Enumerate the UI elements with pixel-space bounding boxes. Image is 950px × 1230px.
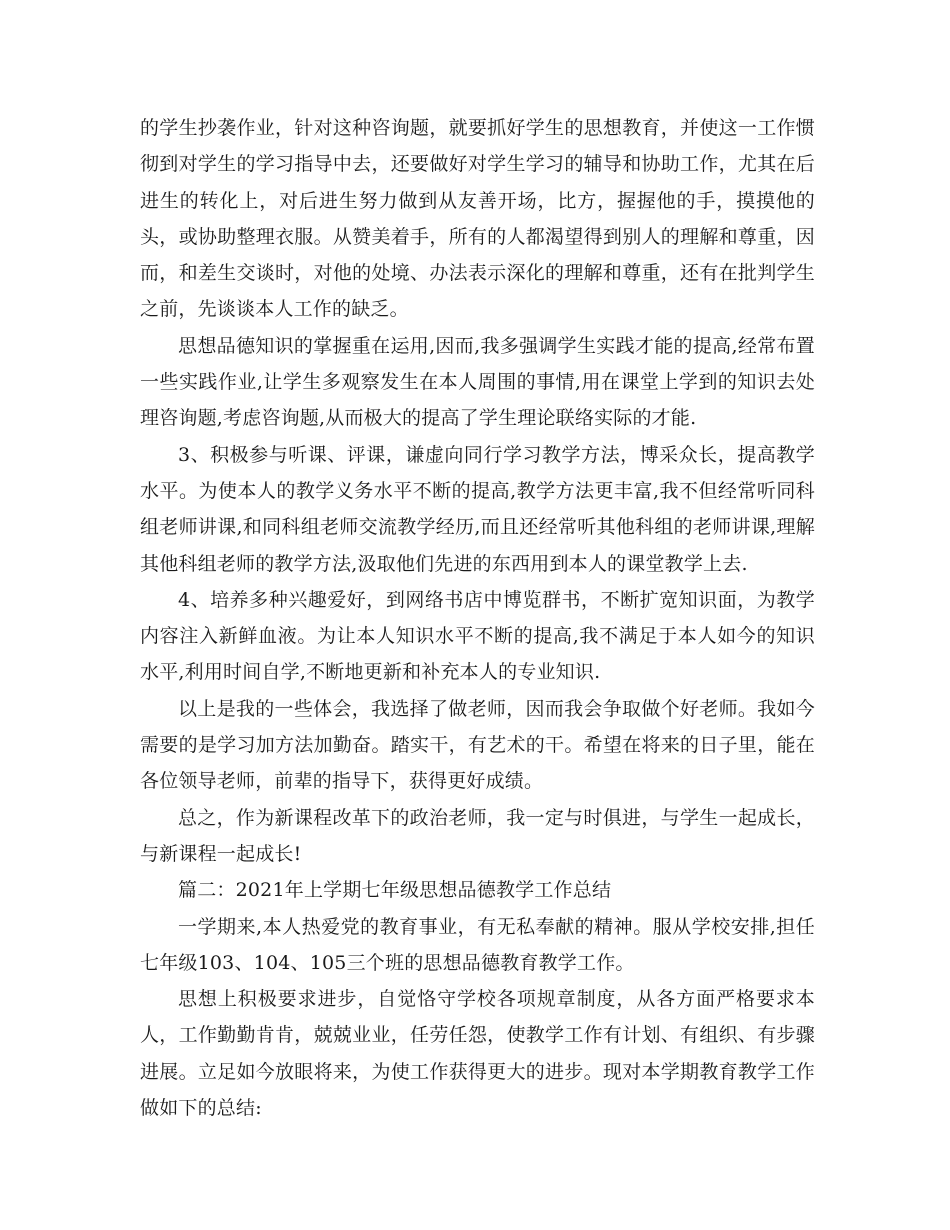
paragraph-continuation: 的学生抄袭作业，针对这种咨询题，就要抓好学生的思想教育，并使这一工作惯彻到对学生的学习指导中去，还要做好对学生学习的辅导和协助工作，尤其在后进生的转化上，对后进生努力做到从友善开场，比方，握握他的手，摸摸他的头，或协助整理衣服。从赞美着手，所有的人都渴望得到别人的理解和尊重，因而，和差生交谈时，对他的处境、办法表示深化的理解和尊重，还有在批判学生之前，先谈谈本人工作的缺乏。 (140, 117, 815, 321)
paragraph-semester-intro: 一学期来,本人热爱党的教育事业，有无私奉献的精神。服从学校安排,担任七年级103、104、105三个班的思想品德教育教学工作。 (140, 915, 815, 974)
paragraph-reflection: 以上是我的一些体会，我选择了做老师，因而我会争取做个好老师。我如今需要的是学习加方法加勤奋。踏实干，有艺术的干。希望在将来的日子里，能在各位领导老师，前辈的指导下，获得更好成绩。 (140, 697, 815, 793)
document-body (140, 110, 815, 1126)
paragraph-conclusion: 总之，作为新课程改革下的政治老师，我一定与时俱进，与学生一起成长，与新课程一起成长! (140, 806, 815, 865)
paragraph-attitude: 思想上积极要求进步，自觉恪守学校各项规章制度，从各方面严格要求本人，工作勤勤肯肯，兢兢业业，任劳任怨，使教学工作有计划、有组织、有步骤进展。立足如今放眼将来，为使工作获得更大的进步。现对本学期教育教学工作做如下的总结: (140, 988, 815, 1120)
paragraph-item-3: 3、积极参与听课、评课，谦虚向同行学习教学方法，博采众长，提高教学水平。为使本人的教学义务水平不断的提高,教学方法更丰富,我不但经常听同科组老师讲课,和同科组老师交流教学经历,而且还经常听其他科组的老师讲课,理解其他科组老师的教学方法,汲取他们先进的东西用到本人的课堂教学上去. (140, 443, 815, 575)
paragraph-practice: 思想品德知识的掌握重在运用,因而,我多强调学生实践才能的提高,经常布置一些实践作业,让学生多观察发生在本人周围的事情,用在课堂上学到的知识去处理咨询题,考虑咨询题,从而极大的提高了学生理论联络实际的才能. (140, 334, 815, 430)
section-heading-part-two: 篇二：2021年上学期七年级思想品德教学工作总结 (178, 879, 612, 902)
paragraph-item-4: 4、培养多种兴趣爱好，到网络书店中博览群书，不断扩宽知识面，为教学内容注入新鲜血液。为让本人知识水平不断的提高,我不满足于本人如今的知识水平,利用时间自学,不断地更新和补充本人的专业知识. (140, 588, 815, 684)
